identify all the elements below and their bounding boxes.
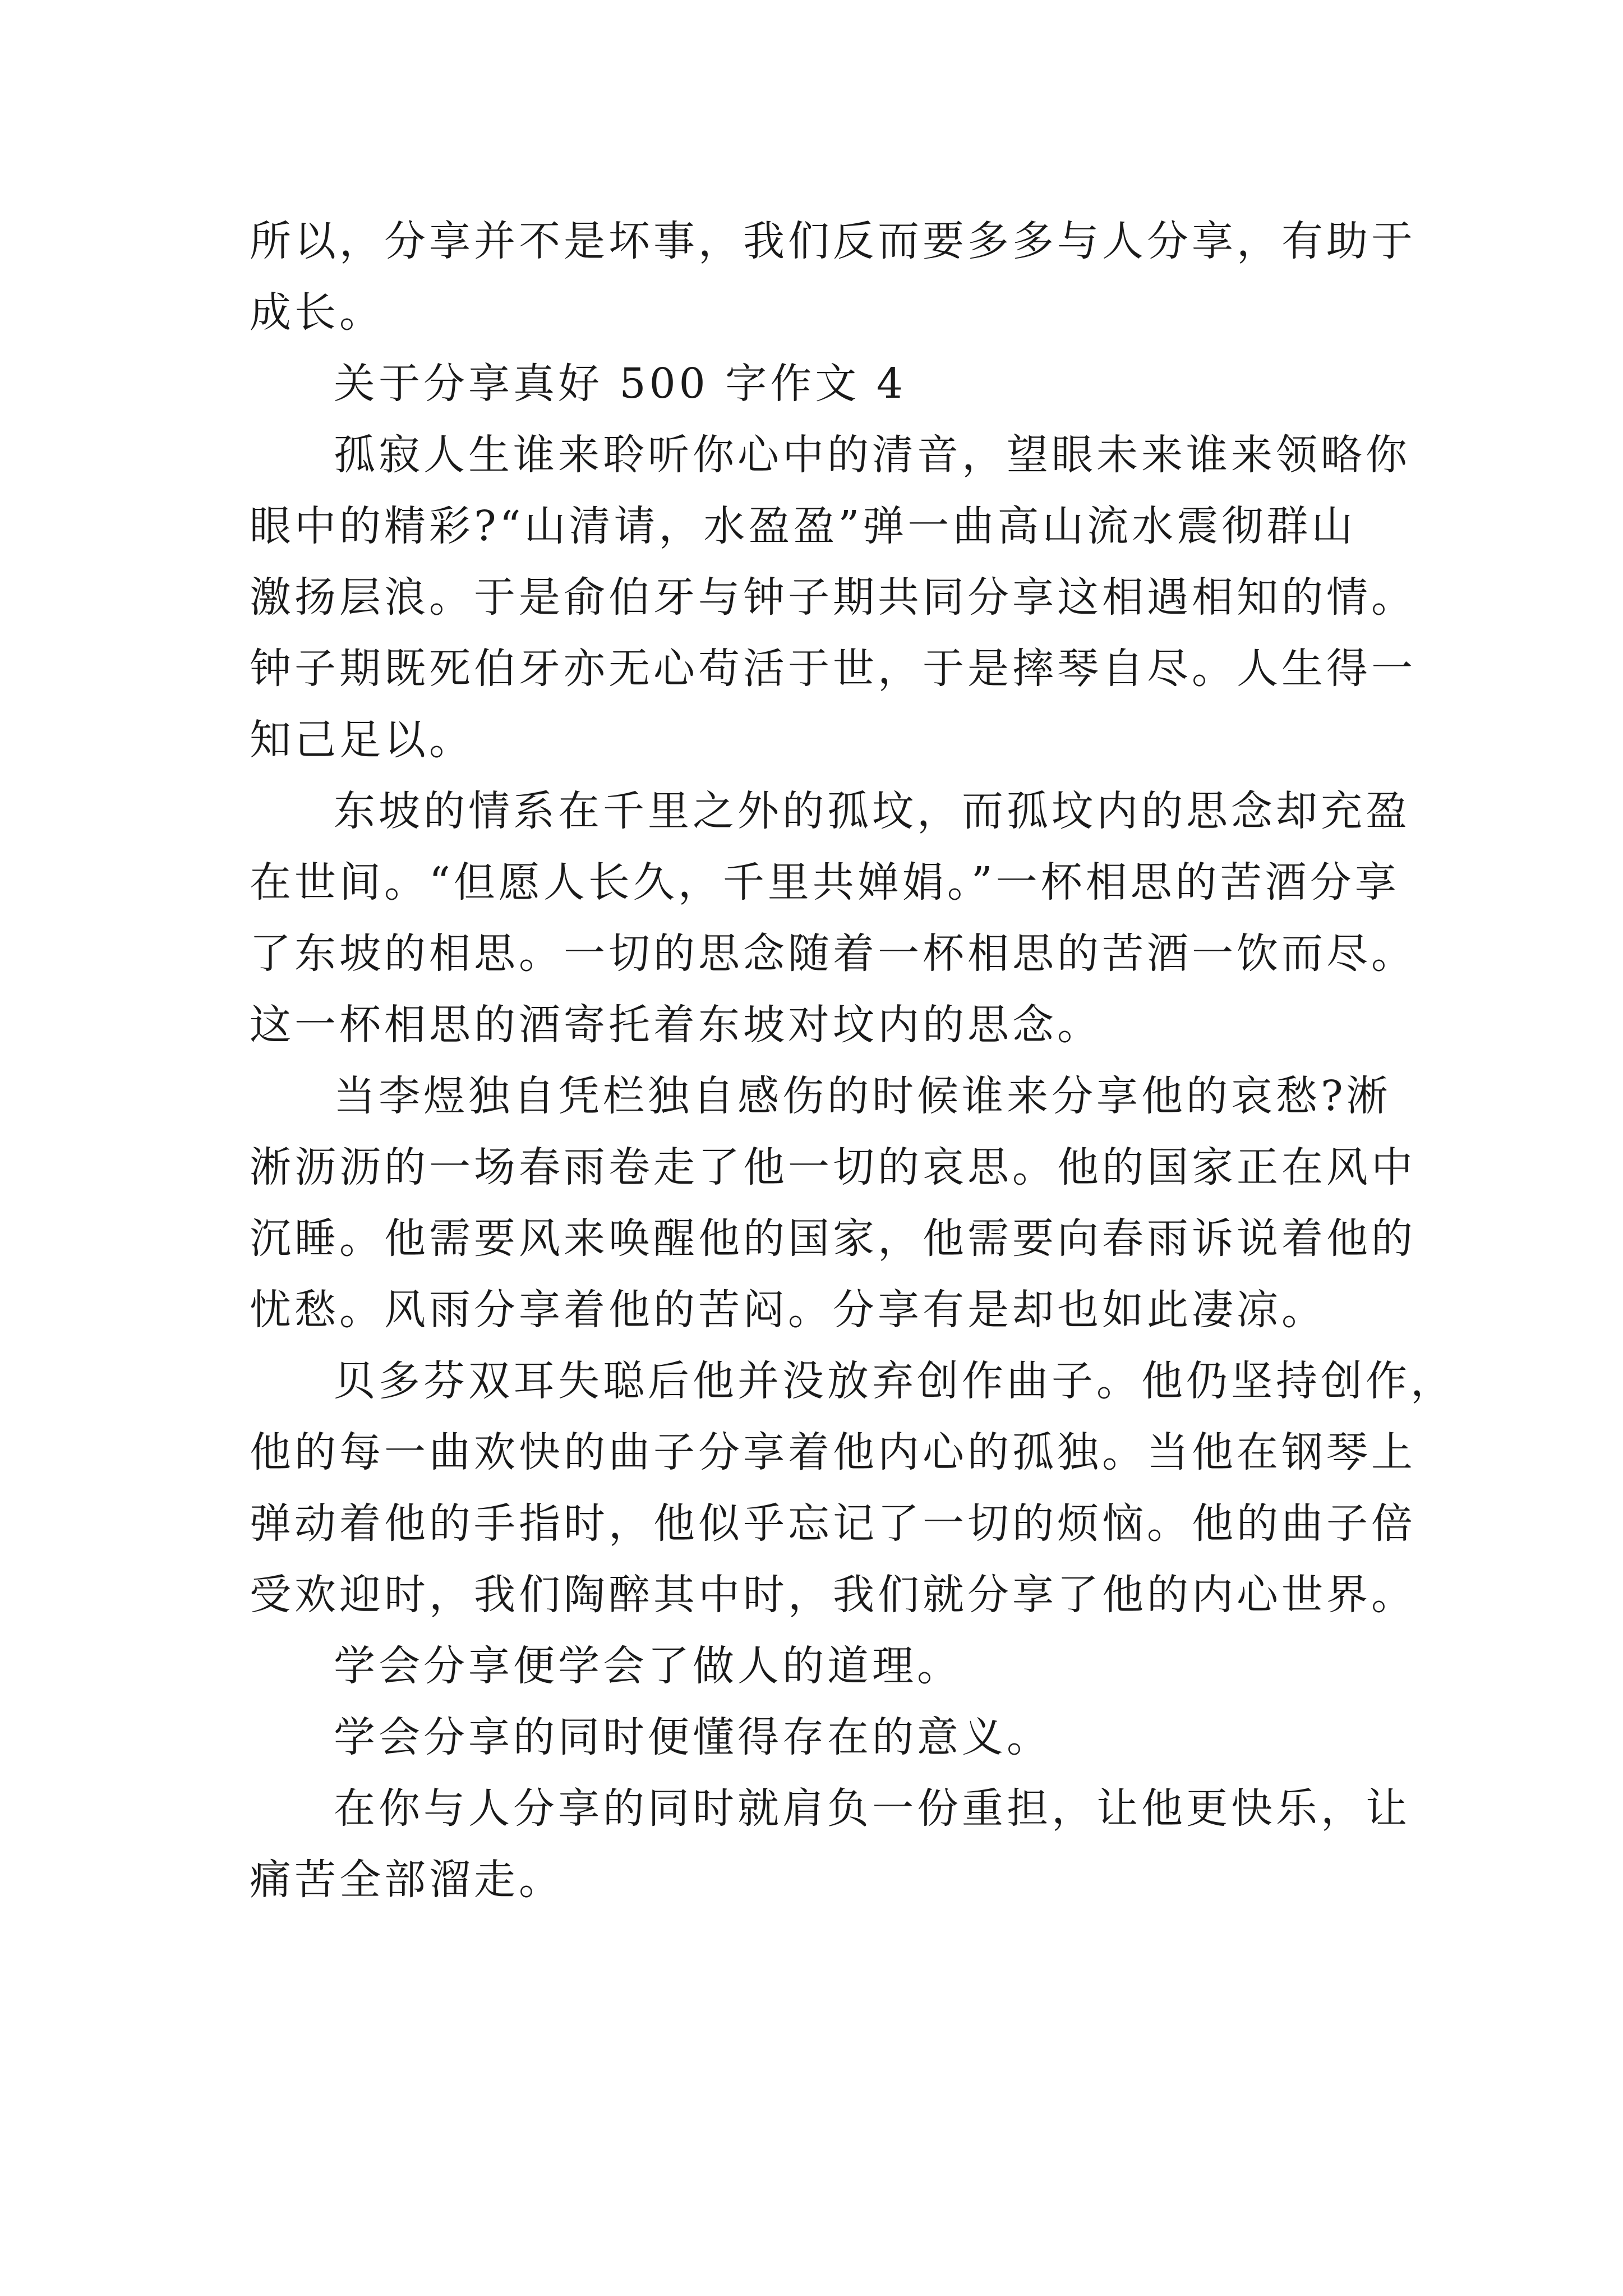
text-line: 他的每一曲欢快的曲子分享着他内心的孤独。当他在钢琴上 <box>250 1428 1416 1476</box>
text-line: 贝多芬双耳失聪后他并没放弃创作曲子。他仍坚持创作， <box>334 1357 1455 1405</box>
text-line: 所以，分享并不是坏事，我们反而要多多与人分享，有助于 <box>250 217 1416 265</box>
text-line: 眼中的精彩?“山清请，水盈盈”弹一曲高山流水震彻群山 <box>250 502 1357 550</box>
text-line: 了东坡的相思。一切的思念随着一杯相思的苦酒一饮而尽。 <box>250 930 1416 978</box>
text-line: 知己足以。 <box>250 716 474 764</box>
text-line: 激扬层浪。于是俞伯牙与钟子期共同分享这相遇相知的情。 <box>250 573 1416 622</box>
text-line: 这一杯相思的酒寄托着东坡对坟内的思念。 <box>250 1001 1102 1049</box>
section-title: 关于分享真好 500 字作文 4 <box>334 360 906 408</box>
text-line: 淅沥沥的一场春雨卷走了他一切的哀思。他的国家正在风中 <box>250 1143 1416 1191</box>
text-line: 学会分享便学会了做人的道理。 <box>334 1642 962 1690</box>
text-line: 成长。 <box>250 288 384 337</box>
text-line: 当李煜独自凭栏独自感伤的时候谁来分享他的哀愁?淅 <box>334 1072 1391 1120</box>
text-line: 受欢迎时，我们陶醉其中时，我们就分享了他的内心世界。 <box>250 1571 1416 1619</box>
essay-text <box>250 206 1455 1916</box>
text-line: 在世间。“但愿人长久，千里共婵娟。”一杯相思的苦酒分享 <box>250 858 1400 907</box>
text-line: 沉睡。他需要风来唤醒他的国家，他需要向春雨诉说着他的 <box>250 1214 1416 1263</box>
text-line: 孤寂人生谁来聆听你心中的清音，望眼未来谁来领略你 <box>334 431 1410 479</box>
text-line: 弹动着他的手指时，他似乎忘记了一切的烦恼。他的曲子倍 <box>250 1499 1416 1548</box>
text-line: 痛苦全部溜走。 <box>250 1856 564 1904</box>
text-line: 钟子期既死伯牙亦无心苟活于世，于是摔琴自尽。人生得一 <box>250 645 1416 693</box>
text-line: 学会分享的同时便懂得存在的意义。 <box>334 1713 1052 1761</box>
text-line: 忧愁。风雨分享着他的苦闷。分享有是却也如此凄凉。 <box>250 1286 1326 1334</box>
text-line: 东坡的情系在千里之外的孤坟，而孤坟内的思念却充盈 <box>334 787 1410 835</box>
text-line: 在你与人分享的同时就肩负一份重担，让他更快乐，让 <box>334 1784 1410 1833</box>
